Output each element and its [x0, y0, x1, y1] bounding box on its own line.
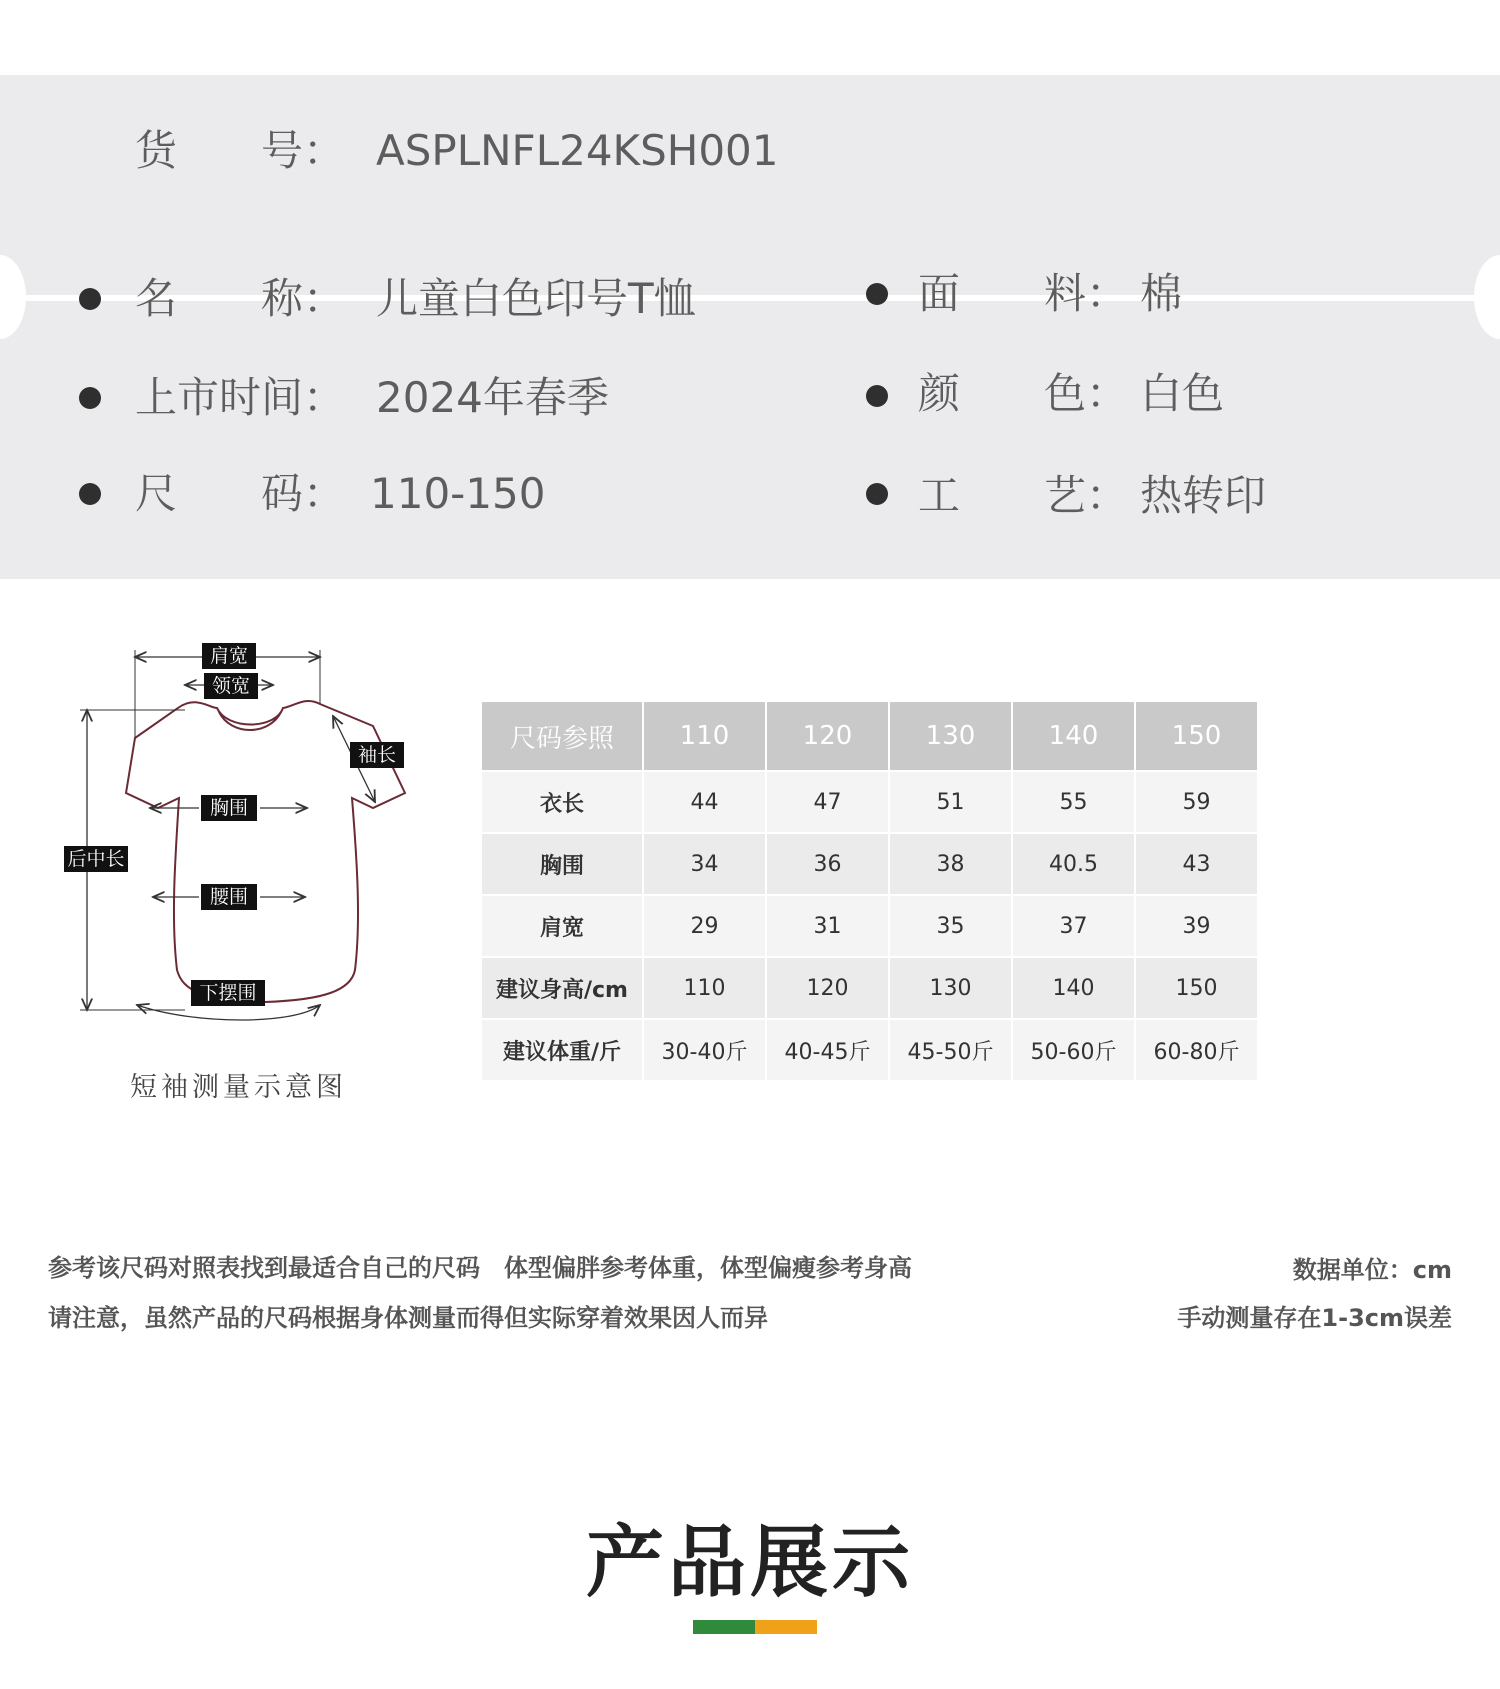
craft-label: 工 艺： — [918, 471, 1129, 520]
tshirt-measurement-diagram — [55, 640, 425, 1060]
size-label: 尺 码： — [135, 469, 346, 518]
row-label: 胸围 — [482, 834, 642, 894]
color-label: 颜 色： — [918, 369, 1129, 418]
name-label: 名 称： — [135, 274, 346, 323]
table-cell: 140 — [1013, 958, 1134, 1018]
sku-label: 货 号： — [135, 126, 346, 175]
ticket-notch-right — [1474, 255, 1500, 339]
table-cell: 35 — [890, 896, 1011, 956]
table-cell: 38 — [890, 834, 1011, 894]
waist-label: 腰围 — [209, 886, 249, 908]
bullet-dot — [866, 385, 888, 407]
note-line-2: 请注意，虽然产品的尺码根据身体测量而得但实际穿着效果因人而异 — [48, 1304, 768, 1332]
table-cell: 59 — [1136, 772, 1257, 832]
table-cell: 43 — [1136, 834, 1257, 894]
row-label: 建议身高/cm — [482, 958, 642, 1018]
size-value: 110-150 — [370, 469, 546, 518]
header-cell: 120 — [767, 702, 888, 770]
diagram-caption: 短袖测量示意图 — [130, 1072, 347, 1103]
header-cell: 130 — [890, 702, 1011, 770]
back-length-label: 后中长 — [67, 848, 125, 870]
table-row — [482, 772, 1257, 832]
color-value: 白色 — [1140, 369, 1225, 418]
table-cell: 31 — [767, 896, 888, 956]
table-cell: 29 — [644, 896, 765, 956]
header-cell: 150 — [1136, 702, 1257, 770]
table-cell: 30-40斤 — [644, 1020, 765, 1080]
table-cell: 150 — [1136, 958, 1257, 1018]
bullet-dot — [79, 483, 101, 505]
sku-value: ASPLNFL24KSH001 — [376, 126, 779, 175]
table-cell: 130 — [890, 958, 1011, 1018]
season-label: 上市时间： — [135, 373, 346, 422]
chest-label: 胸围 — [209, 797, 249, 819]
header-cell: 尺码参照 — [482, 702, 642, 770]
bullet-dot — [866, 483, 888, 505]
row-label: 衣长 — [482, 772, 642, 832]
tolerance-note: 手动测量存在1-3cm误差 — [1177, 1304, 1452, 1332]
name-value: 儿童白色印号T恤 — [376, 274, 696, 323]
row-label: 肩宽 — [482, 896, 642, 956]
table-cell: 60-80斤 — [1136, 1020, 1257, 1080]
table-cell: 110 — [644, 958, 765, 1018]
table-cell: 34 — [644, 834, 765, 894]
size-chart-table — [480, 700, 1259, 1082]
note-line-1: 参考该尺码对照表找到最适合自己的尺码 体型偏胖参考体重，体型偏瘦参考身高 — [48, 1254, 912, 1282]
bullet-dot — [866, 283, 888, 305]
table-cell: 36 — [767, 834, 888, 894]
ticket-notch-left — [0, 255, 26, 339]
table-row — [482, 1020, 1257, 1080]
season-value: 2024年春季 — [376, 373, 609, 422]
table-row — [482, 896, 1257, 956]
bullet-dot — [79, 387, 101, 409]
table-cell: 44 — [644, 772, 765, 832]
unit-note: 数据单位：cm — [1292, 1256, 1452, 1284]
hem-arrow — [137, 1005, 320, 1020]
section-title: 产品展示 — [585, 1518, 914, 1608]
bullet-dot — [79, 288, 101, 310]
header-cell: 140 — [1013, 702, 1134, 770]
table-cell: 47 — [767, 772, 888, 832]
table-cell: 55 — [1013, 772, 1134, 832]
table-cell: 50-60斤 — [1013, 1020, 1134, 1080]
table-cell: 37 — [1013, 896, 1134, 956]
accent-bar-green — [693, 1620, 755, 1634]
row-label: 建议体重/斤 — [482, 1020, 642, 1080]
table-cell: 51 — [890, 772, 1011, 832]
craft-value: 热转印 — [1140, 471, 1267, 520]
table-header-row — [482, 702, 1257, 770]
table-cell: 40.5 — [1013, 834, 1134, 894]
table-cell: 45-50斤 — [890, 1020, 1011, 1080]
table-cell: 120 — [767, 958, 888, 1018]
sleeve-label: 袖长 — [357, 744, 397, 766]
table-row — [482, 958, 1257, 1018]
material-label: 面 料： — [918, 269, 1129, 318]
accent-bar-orange — [755, 1620, 817, 1634]
material-value: 棉 — [1140, 269, 1183, 318]
header-cell: 110 — [644, 702, 765, 770]
table-cell: 40-45斤 — [767, 1020, 888, 1080]
shoulder-label: 肩宽 — [209, 645, 249, 667]
table-row — [482, 834, 1257, 894]
table-cell: 39 — [1136, 896, 1257, 956]
neck-label: 领宽 — [211, 675, 251, 697]
hem-label: 下摆围 — [199, 982, 257, 1004]
product-info-card — [0, 75, 1500, 579]
